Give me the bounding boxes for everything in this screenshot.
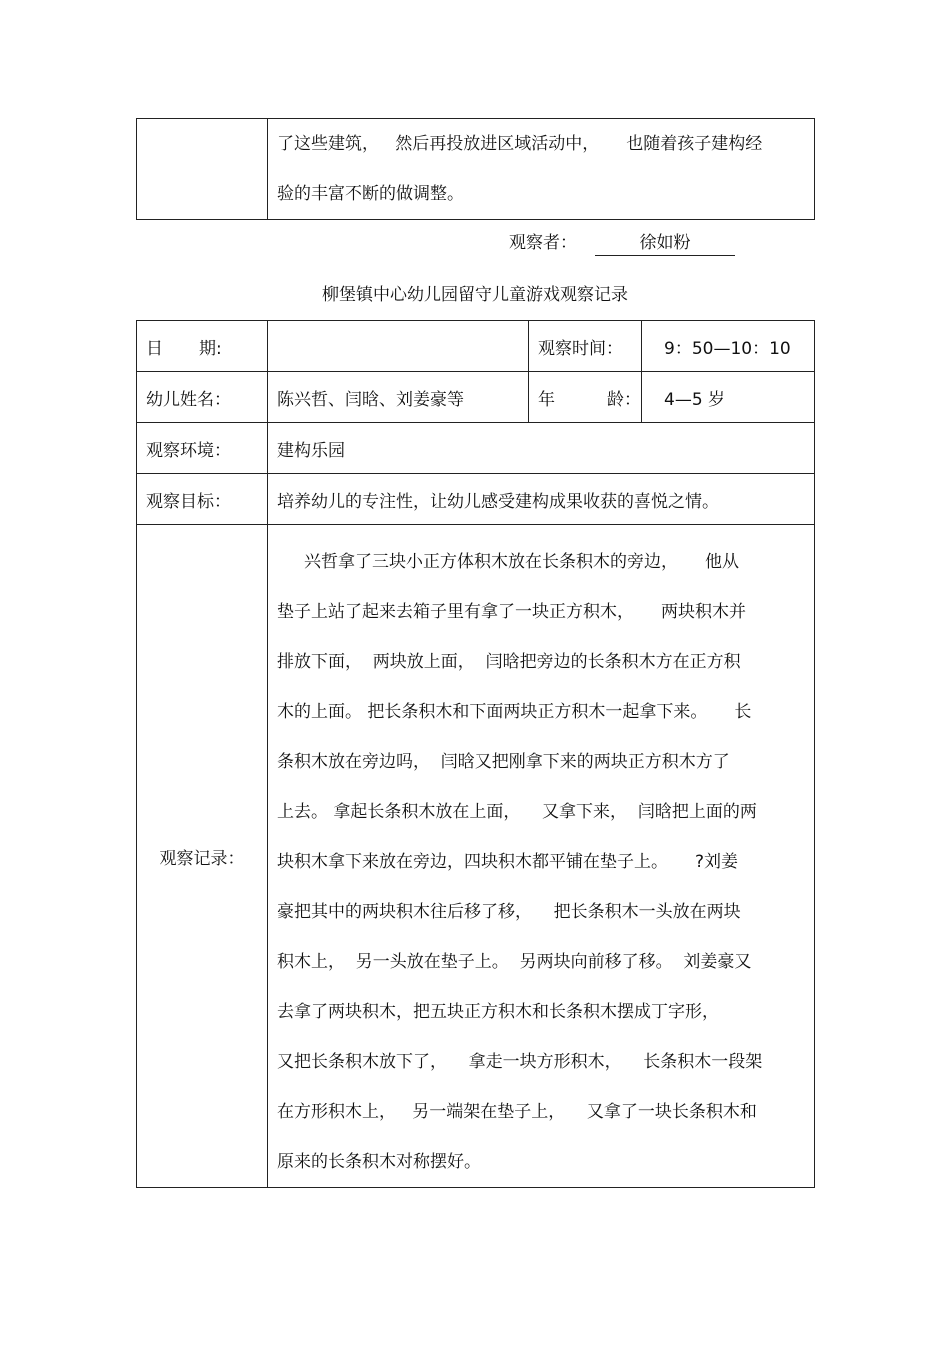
record-line: 又把长条积木放下了， 拿走一块方形积木， 长条积木一段架 [277,1052,763,1072]
goal-row [137,474,815,525]
record-line: 块积木拿下来放在旁边，四块积木都平铺在垫子上。 ?刘姜 [277,852,739,872]
environment-row [137,423,815,474]
age-value: 4—5 岁 [642,372,815,423]
record-line: 上去。 拿起长条积木放在上面， 又拿下来， 闫晗把上面的两 [277,802,757,822]
record-line: 豪把其中的两块积木往后移了移， 把长条积木一头放在两块 [277,902,741,922]
age-label: 年 龄： [529,372,642,423]
record-row [137,525,815,1188]
observer-signature [509,230,735,256]
record-line: 在方形积木上， 另一端架在垫子上， 又拿了一块长条积木和 [277,1102,757,1122]
date-value [268,321,529,372]
time-value: 9：50—10：10 [642,321,815,372]
record-line: 去拿了两块积木，把五块正方积木和长条积木摆成丁字形， [277,1002,719,1022]
record-label: 观察记录： [137,525,268,1188]
record-line: 兴哲拿了三块小正方体积木放在长条积木的旁边， 他从 [277,552,740,572]
goal-label: 观察目标： [137,474,268,525]
children-value: 陈兴哲、闫晗、刘姜豪等 [268,372,529,423]
children-label: 幼儿姓名： [137,372,268,423]
record-line: 垫子上站了起来去箱子里有拿了一块正方积木， 两块积木并 [277,602,747,622]
observer-label: 观察者： [509,233,577,253]
environment-label: 观察环境： [137,423,268,474]
children-row [137,372,815,423]
continuation-table [136,118,815,220]
observation-form-table [136,320,815,1188]
continuation-line: 了这些建筑， 然后再投放进区域活动中， 也随着孩子建构经 [277,134,763,154]
date-label: 日 期: [137,321,268,372]
goal-value: 培养幼儿的专注性，让幼儿感受建构成果收获的喜悦之情。 [268,474,815,525]
date-row [137,321,815,372]
record-text [268,525,815,1188]
continuation-cell [268,119,815,220]
observer-name: 徐如粉 [595,231,735,256]
record-line: 条积木放在旁边吗， 闫晗又把刚拿下来的两块正方积木方了 [277,752,730,772]
record-line: 木的上面。 把长条积木和下面两块正方积木一起拿下来。 长 [277,702,752,722]
time-label: 观察时间： [529,321,642,372]
record-line: 排放下面， 两块放上面， 闫晗把旁边的长条积木方在正方积 [277,652,741,672]
page-title: 柳堡镇中心幼儿园留守儿童游戏观察记录 [322,285,628,305]
record-line: 积木上， 另一头放在垫子上。 另两块向前移了移。 刘姜豪又 [277,952,752,972]
continuation-line: 验的丰富不断的做调整。 [277,184,464,204]
continuation-empty-cell [137,119,268,220]
environment-value: 建构乐园 [268,423,815,474]
record-line: 原来的长条积木对称摆好。 [277,1152,481,1172]
